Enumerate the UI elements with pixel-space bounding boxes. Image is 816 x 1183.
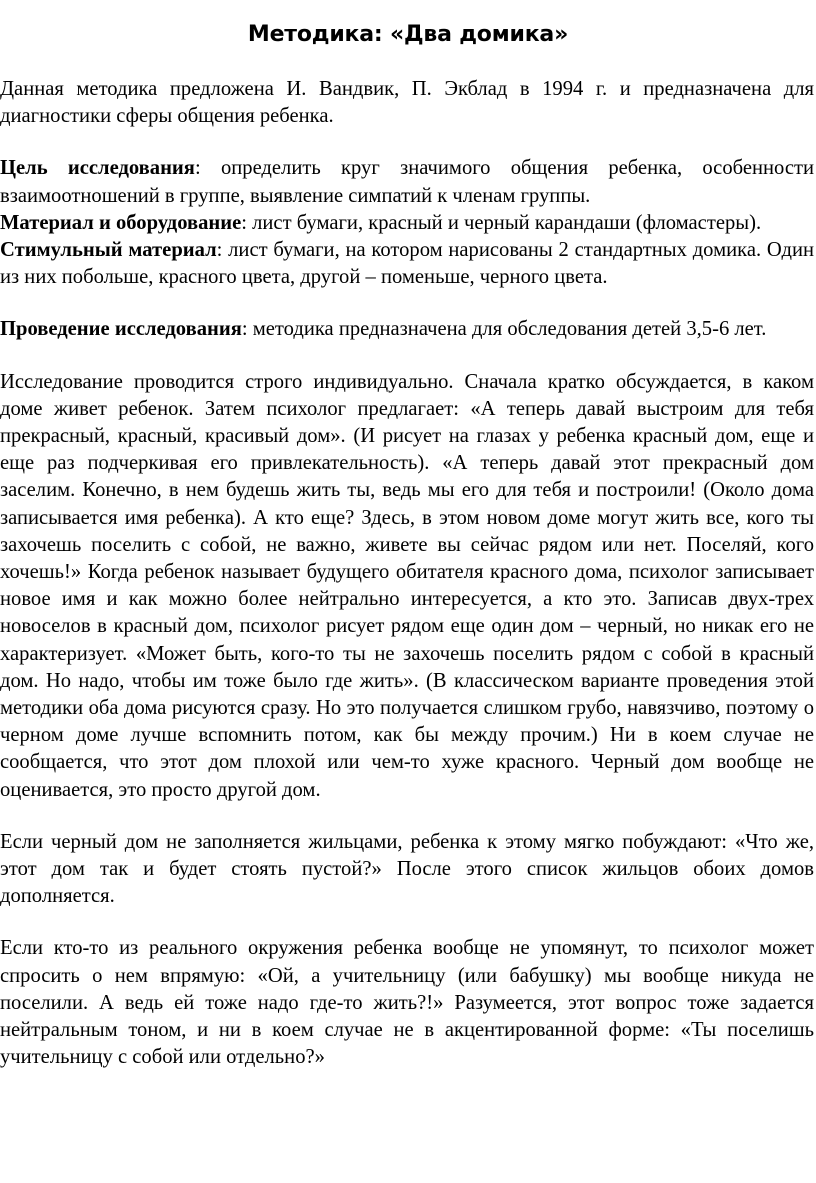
materials-label: Материал и оборудование bbox=[0, 211, 242, 234]
stimulus-label: Стимульный материал bbox=[0, 239, 217, 262]
goal-paragraph bbox=[0, 155, 814, 209]
paragraph-gap bbox=[0, 804, 814, 829]
document-body bbox=[0, 76, 814, 1072]
paragraph-gap bbox=[0, 130, 814, 155]
goal-text: : определить круг значимого общения ребенка, особенности взаимоотношений в группе, выявление симпатий к членам группы. bbox=[0, 157, 814, 207]
procedure-text: : методика предназначена для обследования детей 3,5-6 лет. bbox=[241, 318, 767, 341]
paragraph-gap bbox=[0, 344, 814, 369]
stimulus-paragraph bbox=[0, 237, 814, 291]
procedure-label: Проведение исследования bbox=[0, 318, 242, 341]
paragraph-gap bbox=[0, 291, 814, 316]
materials-paragraph bbox=[0, 210, 814, 237]
page-title: Методика: «Два домика» bbox=[247, 22, 569, 47]
paragraph-gap bbox=[0, 910, 814, 935]
body-paragraph-2: Если черный дом не заполняется жильцами, ребенка к этому мягко побуждают: «Что же, этот дом так и будет стоять пустой?» После этого список жильцов обоих домов дополняется. bbox=[0, 830, 814, 908]
materials-text: : лист бумаги, красный и черный карандаши (фломастеры). bbox=[241, 211, 762, 234]
intro-paragraph: Данная методика предложена И. Вандвик, П. Экблад в 1994 г. и предназначена для диагностики сферы общения ребенка. bbox=[0, 78, 814, 128]
goal-label: Цель исследования bbox=[0, 157, 195, 180]
procedure-paragraph bbox=[0, 316, 814, 343]
body-paragraph-3: Если кто-то из реального окружения ребенка вообще не упомянут, то психолог может спросить о нем впрямую: «Ой, а учительницу (или бабушку) мы вообще никуда не поселили. А ведь ей тоже надо где-то жить?!» Разумеется, этот вопрос тоже задается нейтральным тоном, и ни в коем случае не в акцентированной форме: «Ты поселишь учительницу с собой или отдельно?» bbox=[0, 937, 814, 1069]
stimulus-text: : лист бумаги, на котором нарисованы 2 стандартных домика. Один из них побольше, красного цвета, другой – поменьше, черного цвета. bbox=[0, 239, 814, 289]
body-paragraph-1: Исследование проводится строго индивидуально. Сначала кратко обсуждается, в каком доме живет ребенок. Затем психолог предлагает: «А теперь давай выстроим для тебя прекрасный, красный, красивый дом». (И рисует на глазах у ребенка красный дом, еще и еще раз подчеркивая его привлекательность). «А теперь давай этот прекрасный дом заселим. Конечно, в нем будешь жить ты, ведь мы его для тебя и построили! (Около дома записывается имя ребенка). А кто еще? Здесь, в этом новом доме могут жить все, кого ты захочешь поселить с собой, не важно, живете вы сейчас рядом или нет. Поселяй, кого хочешь!» Когда ребенок называет будущего обитателя красного дома, психолог записывает новое имя и как можно более нейтрально интересуется, а кто это. Записав двух-трех новоселов в красный дом, психолог рисует рядом еще один дом – черный, но никак его не характеризует. «Может быть, кого-то ты не захочешь поселить рядом с собой в красный дом. Но надо, чтобы им тоже было где жить». (В классическом варианте проведения этой методики оба дома рисуются сразу. Но это получается слишком грубо, навязчиво, поэтому о черном доме лучше вспомнить потом, как бы между прочим.) Ни в коем случае не сообщается, что этот дом плохой или чем-то хуже красного. Черный дом вообще не оценивается, это просто другой дом. bbox=[0, 370, 814, 801]
